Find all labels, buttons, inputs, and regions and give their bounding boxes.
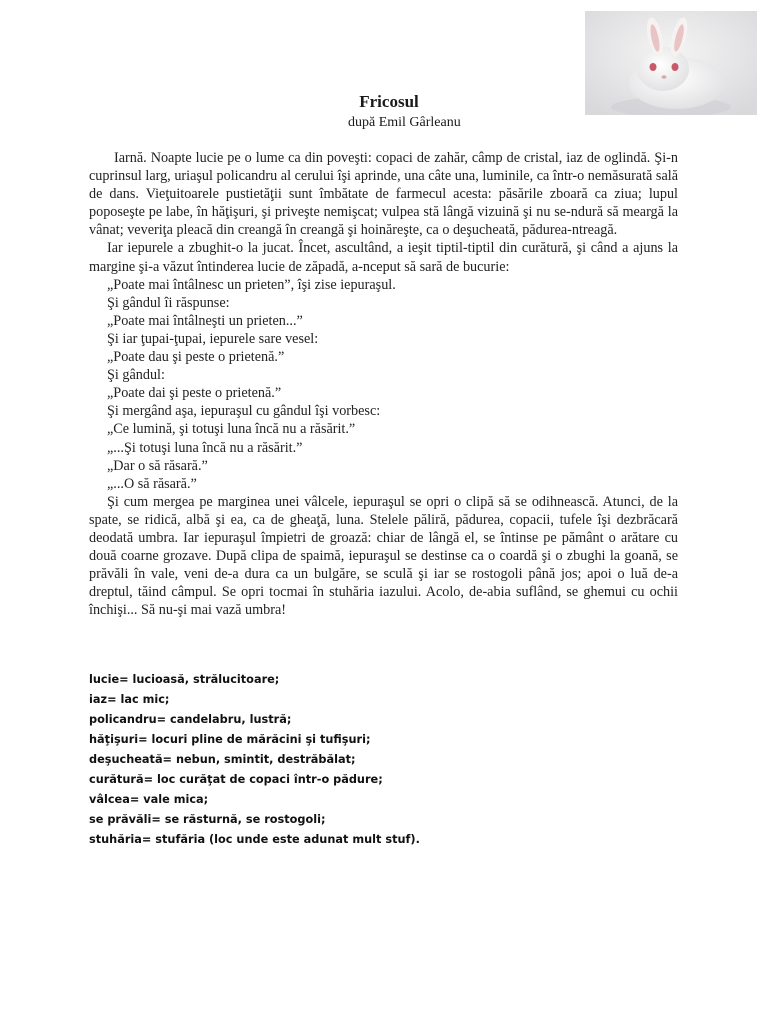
dialogue-line: „...O să răsară.”	[107, 475, 197, 492]
dialogue-line: „...Şi totuşi luna încă nu a răsărit.”	[107, 439, 303, 456]
glossary-entry: hăţişuri= locuri pline de mărăcini şi tufişuri;	[89, 733, 371, 746]
dialogue-line: „Poate dai şi peste o prietenă.”	[107, 385, 282, 402]
dialogue-line: „Poate mai întâlnesc un prieten”, îşi zise iepuraşul.	[107, 276, 396, 293]
story-closing-paragraph: Şi cum mergea pe marginea unei vâlcele, iepuraşul se opri o clipă să se odihnească. Atunci, de la spate, se ridică, albă şi ea, ca de gheaţă, luna. Stelele păliră, pădurea, copacii, tufele îşi dezbrăcară deodată umbra. Iar iepuraşul împietri de groază: chiar de lângă el, se întinse pe pământ o arătare cu două coarne grozave. După clipa de spaimă, iepuraşul se destinse ca o coardă şi o zbughi la goană, se prăvăli în vale, veni de-a dura ca un bulgăre, se sculă şi iar se rostogoli până jos; apoi o luă de-a dreptul, tăind câmpul. Se opri tocmai în stuhăria iazului. Acolo, de-abia suflând, se ghemui cu ochii închişi... Să nu-şi mai vază umbra!	[89, 493, 678, 619]
dialogue-line: „Poate dau şi peste o prietenă.”	[107, 349, 285, 366]
story-paragraph: Iar iepurele a zbughit-o la jucat. Încet, ascultând, a ieşit tiptil-tiptil din curătură, şi când a ajuns la margine şi-a văzut întinderea lucie de zăpadă, a-nceput să sară de bucurie:	[89, 240, 678, 275]
story-author: după Emil Gârleanu	[348, 115, 461, 130]
dialogue-line: „Poate mai întâlneşti un prieten...”	[107, 312, 303, 329]
glossary	[89, 670, 689, 850]
dialogue-line: Şi gândul:	[107, 367, 165, 384]
story-paragraph: Iarnă. Noapte lucie pe o lume ca din poveşti: copaci de zahăr, câmp de cristal, iaz de oglindă. Şi-n cuprinsul larg, uriaşul policandru al cerului îşi aprinde, una câte una, luminile, ca într-o nemăsurată sală de dans. Vieţuitoarele pustietăţii sunt îmbătate de farmecul acesta: păsările zboară ca ziua; lupul poposeşte pe labe, în hăţişuri, şi priveşte nemişcat; vulpea stă lângă vizuină şi nu se-ndură să meargă la vânat; veveriţa pleacă din creangă în creangă şi hoinăreşte, ca o deşucheată, pădurea-ntreagă.	[89, 150, 678, 239]
dialogue-line: Şi mergând aşa, iepuraşul cu gândul îşi vorbesc:	[107, 403, 381, 420]
story-title: Fricosul	[359, 92, 419, 111]
story-body	[89, 149, 678, 619]
glossary-entry: stuhăria= stufăria (loc unde este adunat mult stuf).	[89, 833, 420, 846]
dialogue-line: „Ce lumină, şi totuşi luna încă nu a răsărit.”	[107, 421, 356, 438]
glossary-entry: deşucheată= nebun, smintit, destrăbălat;	[89, 753, 356, 766]
glossary-entry: se prăvăli= se răsturnă, se rostogoli;	[89, 813, 326, 826]
glossary-entry: curătură= loc curăţat de copaci într-o pădure;	[89, 773, 383, 786]
glossary-entry: iaz= lac mic;	[89, 693, 170, 706]
dialogue-line: Şi gândul îi răspunse:	[107, 294, 230, 311]
dialogue-line: „Dar o să răsară.”	[107, 457, 208, 474]
glossary-entry: lucie= lucioasă, strălucitoare;	[89, 673, 280, 686]
glossary-entry: policandru= candelabru, lustră;	[89, 713, 292, 726]
dialogue-line: Şi iar ţupai-ţupai, iepurele sare vesel:	[107, 330, 319, 347]
glossary-entry: vâlcea= vale mica;	[89, 793, 209, 806]
